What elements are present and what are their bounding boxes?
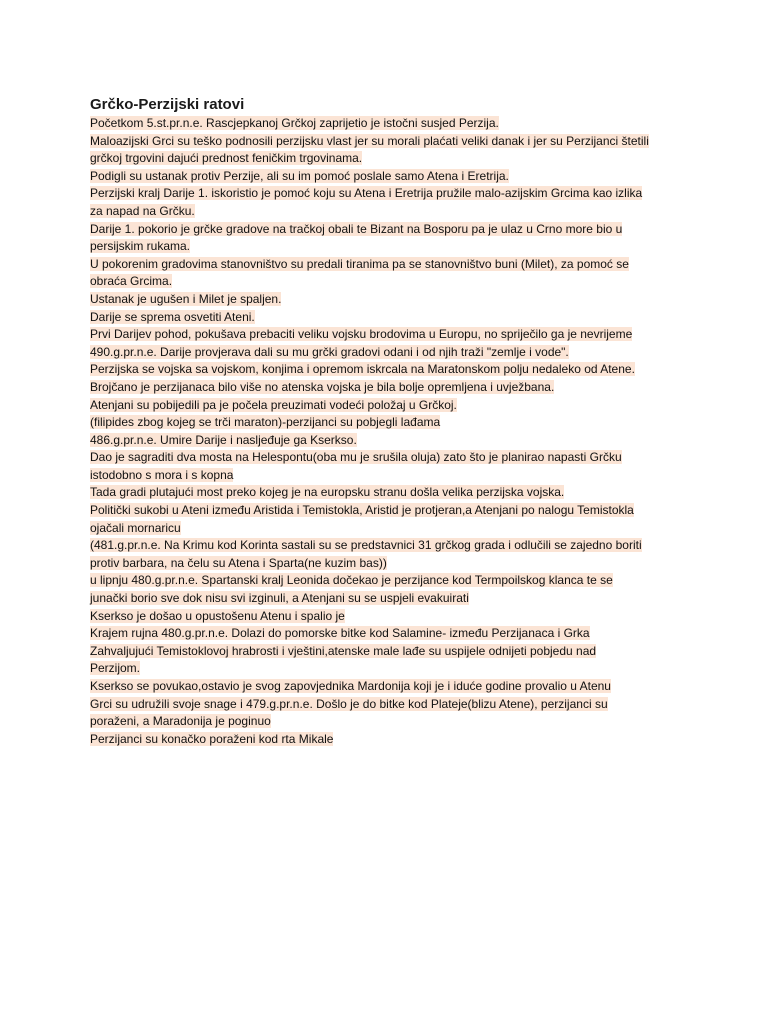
highlighted-text: 486.g.pr.n.e. Umire Darije i nasljeđuje ga Kserkso. xyxy=(90,432,357,447)
text-line xyxy=(90,238,690,256)
text-line xyxy=(90,713,690,731)
text-line xyxy=(90,696,690,714)
text-line xyxy=(90,379,690,397)
highlighted-text: Krajem rujna 480.g.pr.n.e. Dolazi do pomorske bitke kod Salamine- između Perzijanaca i Grka xyxy=(90,626,590,641)
text-line xyxy=(90,678,690,696)
document-text xyxy=(90,115,690,748)
highlighted-text: u lipnju 480.g.pr.n.e. Spartanski kralj Leonida dočekao je perzijance kod Termpoilskog klanca te se xyxy=(90,573,613,588)
text-line xyxy=(90,643,690,661)
highlighted-text: Ustanak je ugušen i Milet je spaljen. xyxy=(90,291,282,306)
text-line xyxy=(90,555,690,573)
text-line xyxy=(90,273,690,291)
highlighted-text: (481.g.pr.n.e. Na Krimu kod Korinta sastali su se predstavnici 31 grčkog grada i odlučili se zajedno boriti xyxy=(90,538,642,553)
highlighted-text: obraća Grcima. xyxy=(90,274,173,289)
highlighted-text: za napad na Grčku. xyxy=(90,203,195,218)
highlighted-text: U pokorenim gradovima stanovništvo su predali tiranima pa se stanovništvo buni (Milet), za pomoć se xyxy=(90,256,629,271)
text-line xyxy=(90,731,690,749)
text-line xyxy=(90,520,690,538)
highlighted-text: ojačali mornaricu xyxy=(90,520,181,535)
highlighted-text: Darije se sprema osvetiti Ateni. xyxy=(90,309,255,324)
highlighted-text: Atenjani su pobijedili pa je počela preuzimati vodeći položaj u Grčkoj. xyxy=(90,397,457,412)
highlighted-text: Maloazijski Grci su teško podnosili perzijsku vlast jer su morali plaćati veliki danak i jer su Perzijanci štetili xyxy=(90,133,649,148)
highlighted-text: (filipides zbog kojeg se trči maraton)-perzijanci su pobjegli lađama xyxy=(90,415,441,430)
highlighted-text: Perzijom. xyxy=(90,661,141,676)
text-line xyxy=(90,449,690,467)
document-title: Grčko-Perzijski ratovi xyxy=(90,96,245,113)
text-line xyxy=(90,484,690,502)
text-line xyxy=(90,326,690,344)
text-line xyxy=(90,572,690,590)
text-line xyxy=(90,361,690,379)
highlighted-text: Tada gradi plutajući most preko kojeg je na europsku stranu došla velika perzijska vojska. xyxy=(90,485,565,500)
text-line xyxy=(90,150,690,168)
highlighted-text: 490.g.pr.n.e. Darije provjerava dali su mu grčki gradovi odani i od njih traži "zemlje i vode". xyxy=(90,344,569,359)
highlighted-text: Podigli su ustanak protiv Perzije, ali su im pomoć poslale samo Atena i Eretrija. xyxy=(90,168,509,183)
text-line xyxy=(90,291,690,309)
text-line xyxy=(90,115,690,133)
highlighted-text: grčkoj trgovini dajući prednost feničkim trgovinama. xyxy=(90,151,363,166)
text-line xyxy=(90,502,690,520)
text-line xyxy=(90,309,690,327)
text-line xyxy=(90,608,690,626)
highlighted-text: Brojčano je perzijanaca bilo više no atenska vojska je bila bolje opremljena i uvježbana. xyxy=(90,379,555,394)
text-line xyxy=(90,221,690,239)
text-line xyxy=(90,414,690,432)
highlighted-text: poraženi, a Maradonija je poginuo xyxy=(90,714,271,729)
text-line xyxy=(90,344,690,362)
text-line xyxy=(90,467,690,485)
text-line xyxy=(90,660,690,678)
highlighted-text: Politički sukobi u Ateni između Aristida i Temistokla, Aristid je protjeran,a Atenjani po nalogu Temistokla xyxy=(90,503,634,518)
highlighted-text: Zahvaljujući Temistoklovoj hrabrosti i vještini,atenske male lađe su uspijele odnijeti pobjedu nad xyxy=(90,643,597,658)
highlighted-text: Dao je sagraditi dva mosta na Helespontu(oba mu je srušila oluja) zato što je planirao napasti Grčku xyxy=(90,450,622,465)
text-line xyxy=(90,256,690,274)
highlighted-text: Početkom 5.st.pr.n.e. Rascjepkanoj Grčkoj zaprijetio je istočni susjed Perzija. xyxy=(90,116,499,130)
text-line xyxy=(90,625,690,643)
highlighted-text: Perzijski kralj Darije 1. iskoristio je pomoć koju su Atena i Eretrija pružile malo-azijskim Grcima kao izlika xyxy=(90,186,643,201)
highlighted-text: istodobno s mora i s kopna xyxy=(90,467,234,482)
text-line xyxy=(90,203,690,221)
highlighted-text: Perzijanci su konačko poraženi kod rta Mikale xyxy=(90,731,334,746)
text-line xyxy=(90,185,690,203)
highlighted-text: Darije 1. pokorio je grčke gradove na tračkoj obali te Bizant na Bosporu pa je ulaz u Crno more bio u xyxy=(90,221,623,236)
text-line xyxy=(90,168,690,186)
highlighted-text: junački borio sve dok nisu svi izginuli, a Atenjani su se uspjeli evakuirati xyxy=(90,591,469,606)
highlighted-text: Kserkso je došao u opustošenu Atenu i spalio je xyxy=(90,608,345,623)
text-line xyxy=(90,432,690,450)
highlighted-text: Perzijska se vojska sa vojskom, konjima i opremom iskrcala na Maratonskom polju nedaleko od Atene. xyxy=(90,362,635,377)
text-line xyxy=(90,537,690,555)
highlighted-text: Grci su udružili svoje snage i 479.g.pr.n.e. Došlo je do bitke kod Plateje(blizu Atene), perzijanci su xyxy=(90,696,608,711)
text-line xyxy=(90,590,690,608)
highlighted-text: protiv barbara, na čelu su Atena i Sparta(ne kuzim bas)) xyxy=(90,555,387,570)
text-line xyxy=(90,133,690,151)
document-body xyxy=(90,96,690,748)
highlighted-text: Kserkso se povukao,ostavio je svog zapovjednika Mardonija koji je i iduće godine provalio u Atenu xyxy=(90,679,611,693)
text-line xyxy=(90,397,690,415)
highlighted-text: Prvi Darijev pohod, pokušava prebaciti veliku vojsku brodovima u Europu, no spriječilo ga je nevrijeme xyxy=(90,327,633,342)
highlighted-text: persijskim rukama. xyxy=(90,239,191,254)
